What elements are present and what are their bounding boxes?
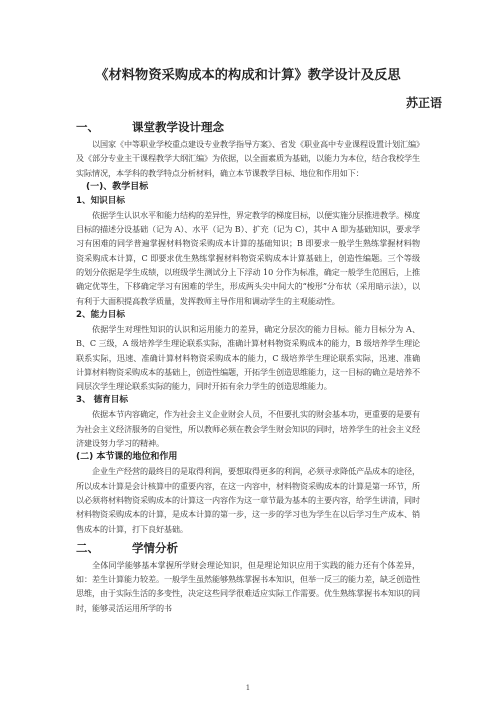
page-number: 1: [245, 684, 251, 692]
subsection-heading-objectives: (一)、教学目标: [86, 181, 149, 192]
document-title: 《材料物资采购成本的构成和计算》教学设计及反思: [95, 68, 401, 83]
author-name: 苏正语: [405, 96, 442, 110]
section-title: 学情分析: [132, 540, 178, 555]
moral-goal-heading: 3、 德育目标: [76, 395, 128, 406]
knowledge-goal-heading: 1、知识目标: [76, 195, 125, 206]
section-title: 课堂教学设计理念: [132, 120, 224, 134]
learner-analysis-paragraph: 全体同学能够基本掌握所学财会理论知识，但是理论知识应用于实践的能力还有个体差异，如：差生计算能力较差。一般学生虽然能够熟练掌握书本知识，但举一反三的能力差，缺乏创造性思维，由于实际生活的多变性，决定这些同学很难适应实际工作需要。优生熟练掌握书本知识的同时，能够灵活运用所学的书: [76, 559, 420, 613]
intro-paragraph: 以国家《中等职业学校重点建设专业教学指导方案》、省发《职业高中专业课程设置计划汇编》及《部分专业主干课程教学大纲汇编》为依据，以全面素质为基础，以能力为本位，结合我校学生实际情况，本学科的教学特点分析材料，确立本节课教学目标、地位和作用如下：: [76, 139, 420, 178]
ability-goal-heading: 2、能力目标: [76, 309, 125, 320]
section-number: 二、: [76, 540, 99, 555]
section-heading-1: [76, 117, 420, 137]
subsection-heading-role: (二) 本节课的地位和作用: [76, 452, 178, 463]
section-heading-2: [76, 538, 420, 558]
knowledge-goal-paragraph: 依据学生认识水平和能力结构的差异性，界定教学的梯度目标，以便实施分层推进教学。梯度目标的描述分设基础（记为 A）、水平（记为 B）、扩充（记为 C），其中 A 即为基础知识，要求学习有困难的同学普遍掌握材料物资采购成本计算的基础知识；B 即要求一般学生熟练掌握材料物资采购成本计算，C 即要求优生熟练掌握材料物资采购成本计算基础上，创造性编题。三个等级的划分依据是学生成绩，以班级学生测试分上下浮动 10 分作为标准，确定一般学生范围后，上推确定优等生，下移确定学习有困难的学生，形成两头尖中间大的“梭形”分布状（采用暗示法），以有利于大面积提高教学质量，发挥教师主导作用和调动学生的主观能动性。: [76, 209, 420, 306]
moral-goal-paragraph: 依据本节内容确定，作为社会主义企业财会人员，不但要扎实的财会基本功，更重要的是要有为社会主义经济服务的自觉性，所以教师必须在教会学生财会知识的同时，培养学生的社会主义经济建设努力学习的精神。: [76, 409, 420, 449]
ability-goal-paragraph: 依据学生对理性知识的认识和运用能力的差异，确定分层次的能力目标。能力目标分为 A、B、C 三级，A 级培养学生理论联系实际，准确计算材料物资采购成本的能力，B 级培养学生理论联系实际，迅速、准确计算材料物资采购成本的能力，C 级培养学生理论联系实际，迅速、准确计算材料物资采购成本的基础上，创造性编题，开拓学生创造思维能力，这一目标的确立是培养不同层次学生理论联系实际的能力，同时开拓有余力学生的创造思维能力。: [76, 323, 420, 392]
section-number: 一、: [76, 120, 99, 134]
document-body: [76, 117, 420, 615]
role-paragraph: 企业生产经营的最终目的是取得利润，要想取得更多的利润，必须寻求降低产品成本的途径，所以成本计算是会计核算中的重要内容，在这一内容中，材料物资采购成本的计算是第一环节，所以必须将材料物资采购成本的计算这一内容作为这一章节最为基本的主要内容，给学生讲清，同时材料物资采购成本的计算，是成本计算的第一步，这一步的学习也为学生在以后学习生产成本、销售成本的计算，打下良好基础。: [76, 466, 420, 534]
